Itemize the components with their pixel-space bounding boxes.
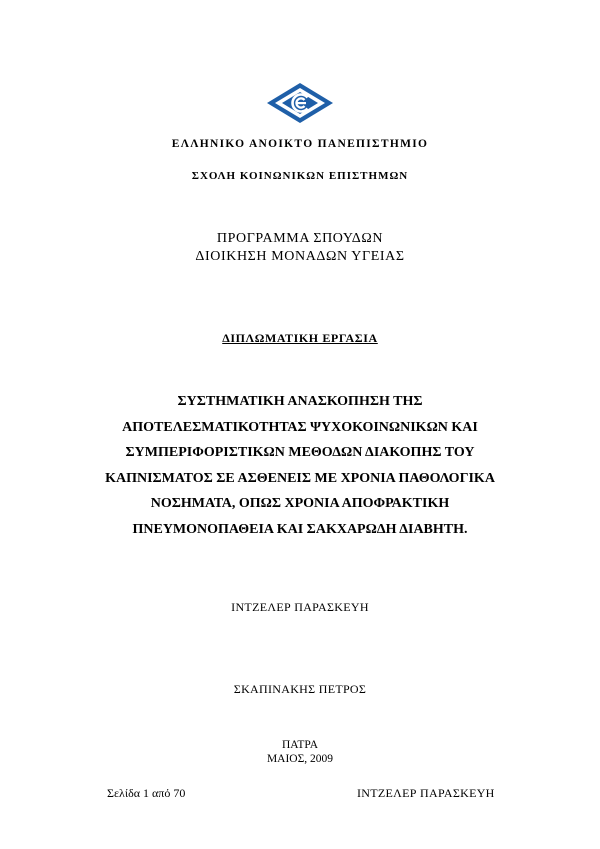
program-line-2: ΔΙΟΙΚΗΣΗ ΜΟΝΑΔΩΝ ΥΓΕΙΑΣ	[195, 249, 405, 264]
city: ΠΑΤΡΑ	[281, 739, 319, 751]
title-line: ΣΥΜΠΕΡΙΦΟΡΙΣΤΙΚΩΝ ΜΕΘΟΔΩΝ ΔΙΑΚΟΠΗΣ ΤΟΥ	[125, 445, 475, 461]
author-name: ΙΝΤΖΕΛΕΡ ΠΑΡΑΣΚΕΥΗ	[231, 600, 369, 614]
supervisor-name: ΣΚΑΠΙΝΑΚΗΣ ΠΕΤΡΟΣ	[233, 682, 367, 696]
university-name: ΕΛΛΗΝΙΚΟ ΑΝΟΙΚΤΟ ΠΑΝΕΠΙΣΤΗΜΙΟ	[171, 138, 429, 150]
title-line: ΣΥΣΤΗΜΑΤΙΚΗ ΑΝΑΣΚΟΠΗΣΗ ΤΗΣ	[177, 394, 423, 409]
title-line: ΚΑΠΝΙΣΜΑΤΟΣ ΣΕ ΑΣΘΕΝΕΙΣ ΜΕ ΧΡΟΝΙΑ ΠΑΘΟΛΟΓΙΚΑ	[105, 470, 495, 486]
study-program	[0, 230, 600, 266]
title-line: ΑΠΟΤΕΛΕΣΜΑΤΙΚΟΤΗΤΑΣ ΨΥΧΟΚΟΙΝΩΝΙΚΩΝ ΚΑΙ	[122, 419, 478, 435]
place-and-date	[0, 738, 600, 766]
date: ΜΑΙΟΣ, 2009	[266, 753, 334, 765]
title-line: ΝΟΣΗΜΑΤΑ, ΟΠΩΣ ΧΡΟΝΙΑ ΑΠΟΦΡΑΚΤΙΚΗ	[150, 496, 450, 512]
page-number: Σελίδα 1 από 70	[107, 786, 186, 800]
thesis-title	[70, 389, 530, 543]
program-line-1: ΠΡΟΓΡΑΜΜΑ ΣΠΟΥΔΩΝ	[216, 231, 384, 246]
school-name: ΣΧΟΛΗ ΚΟΙΝΩΝΙΚΩΝ ΕΠΙΣΤΗΜΩΝ	[191, 170, 409, 182]
title-line: ΠΝΕΥΜΟΝΟΠΑΘΕΙΑ ΚΑΙ ΣΑΚΧΑΡΩΔΗ ΔΙΑΒΗΤΗ.	[132, 521, 468, 537]
footer-author: ΙΝΤΖΕΛΕΡ ΠΑΡΑΣΚΕΥΗ	[357, 786, 495, 800]
thesis-label: ΔΙΠΛΩΜΑΤΙΚΗ ΕΡΓΑΣΙΑ	[222, 331, 378, 345]
university-logo-icon	[266, 82, 334, 124]
